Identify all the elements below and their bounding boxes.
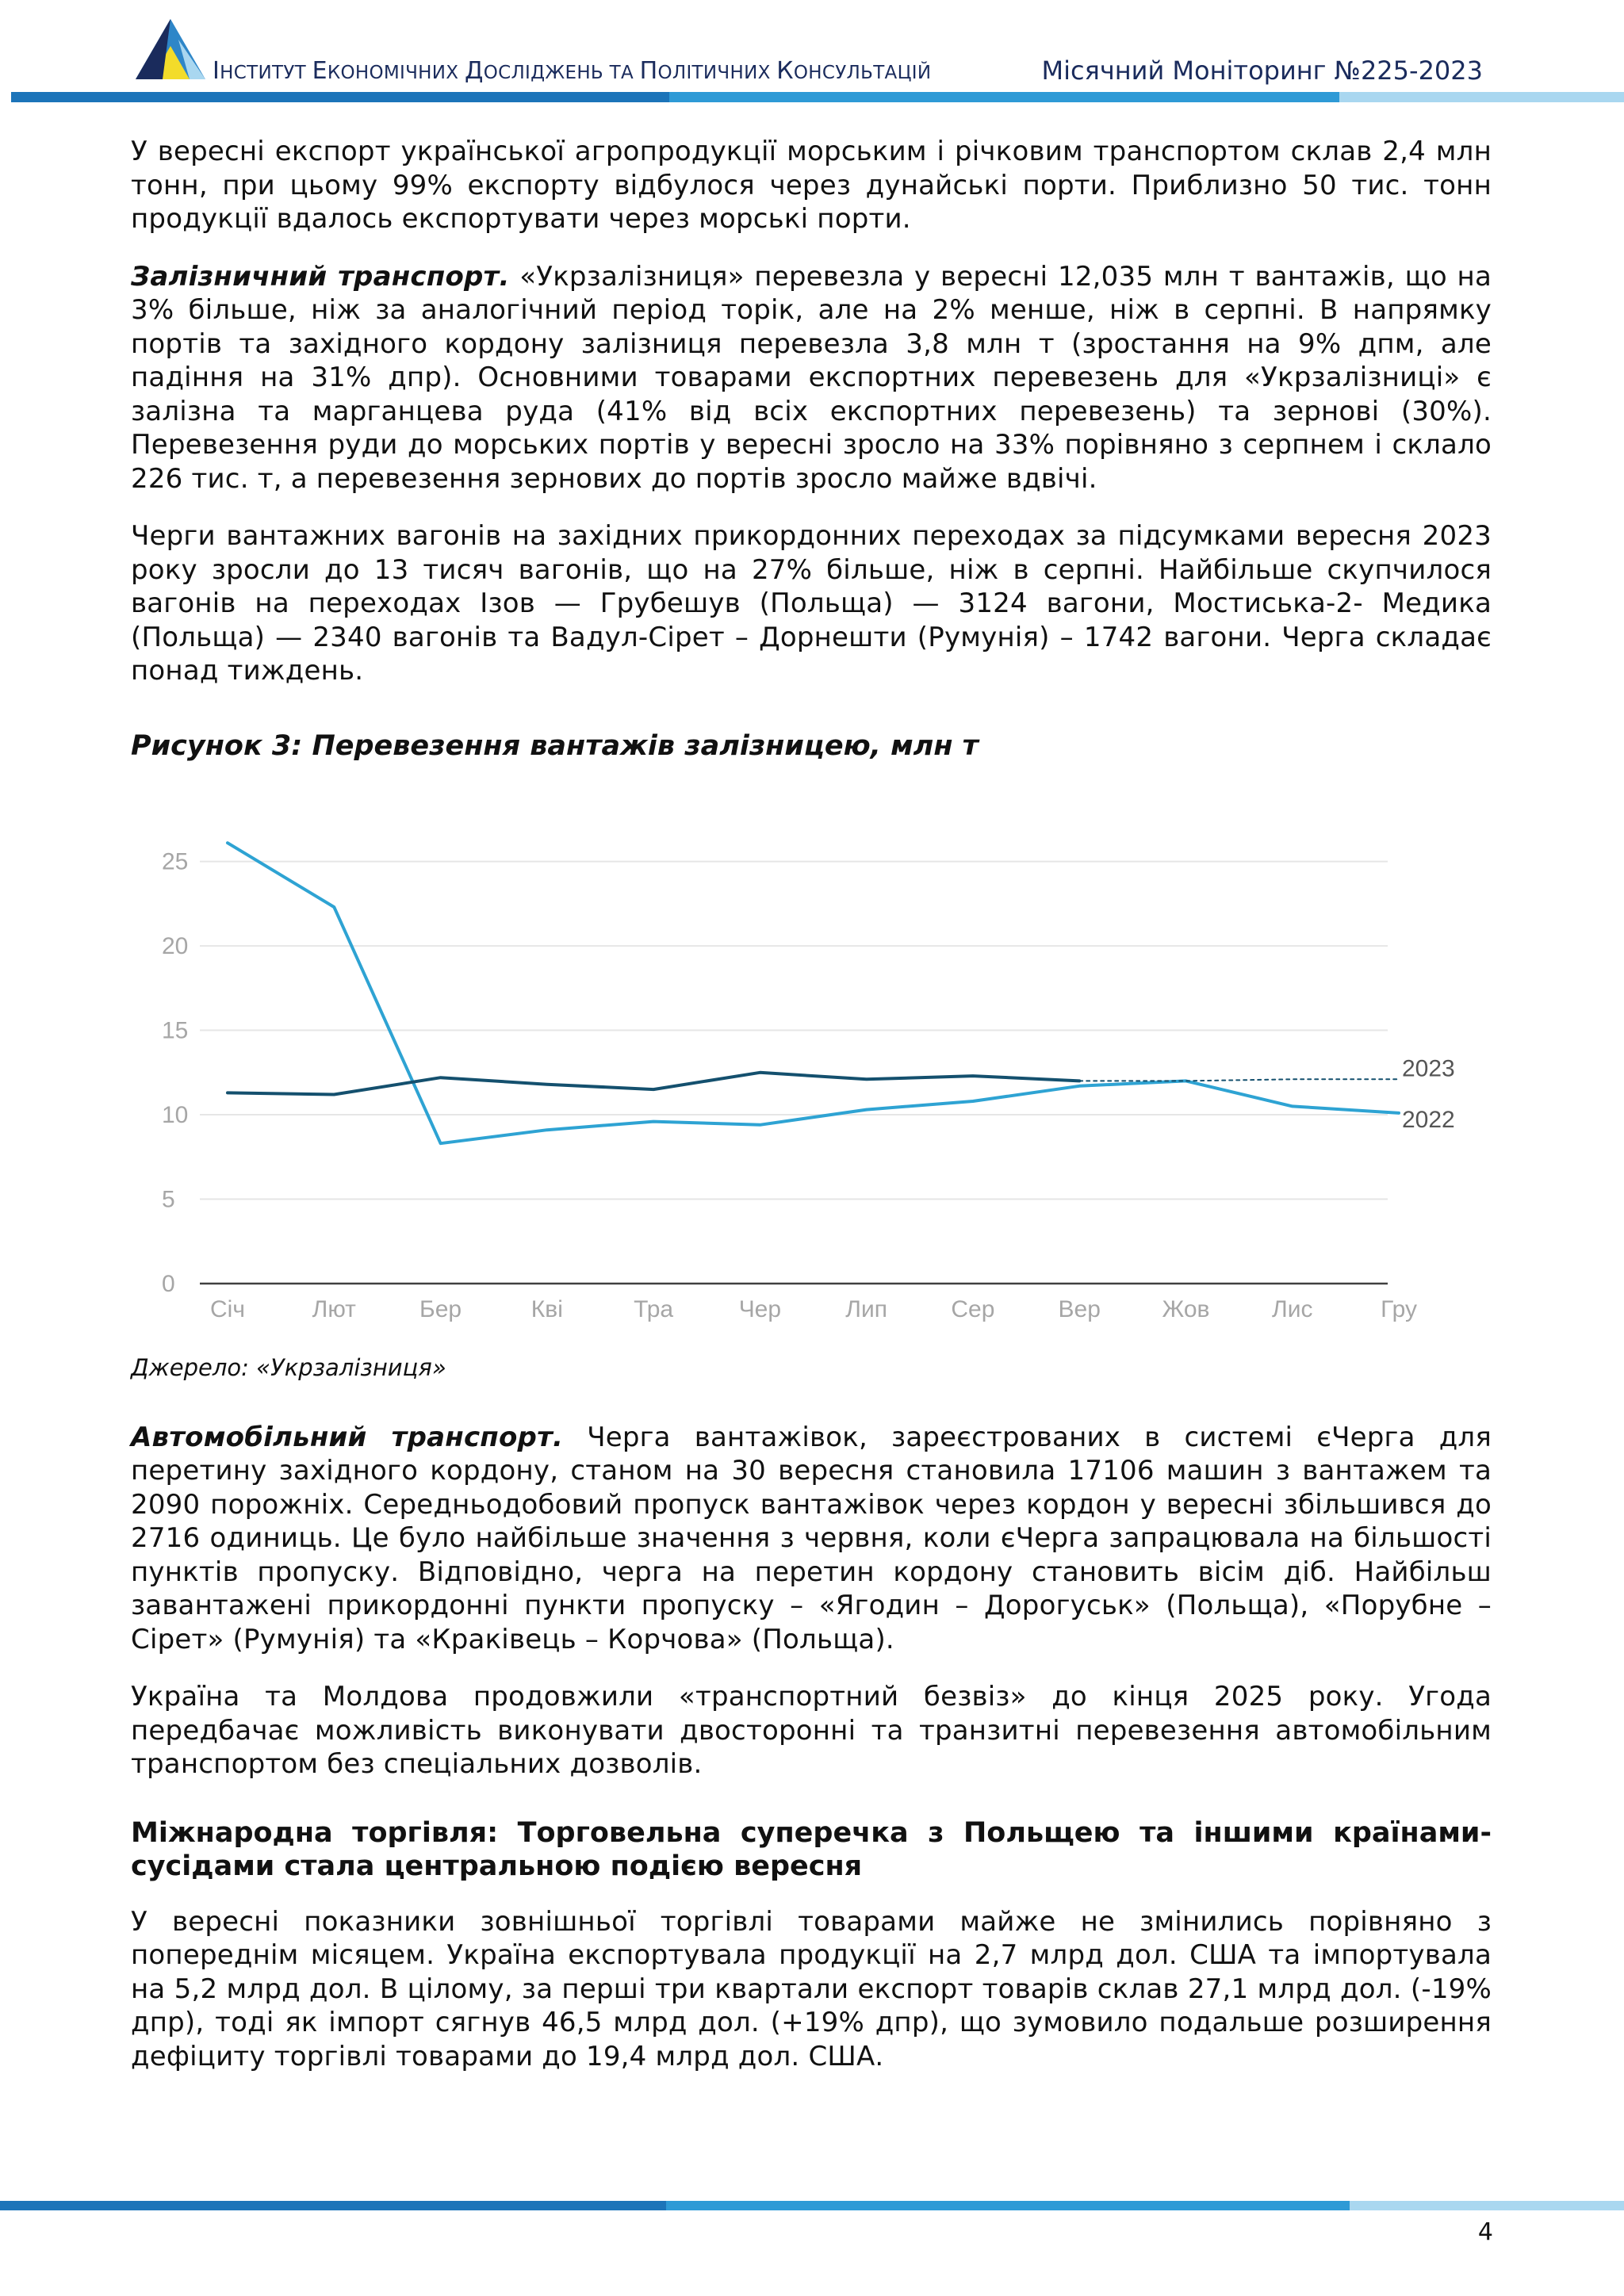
x-tick-label: Гру bbox=[1381, 1295, 1417, 1322]
paragraph-wagon-queues: Черги вантажних вагонів на західних прикордонних переходах за підсумками вересня 2023 року зросли до 13 тисяч вагонів, що на 27% більше, ніж в серпні. Найбільше скупчилося вагонів на переходах Ізов — Грубешув (Польща) — 3124 вагони, Мостиська-2- Медика (Польща) — 2340 вагонів та Вадул-Сірет – Дорнешти (Румунія) – 1742 вагони. Черга складає понад тиждень. bbox=[131, 520, 1492, 687]
header-bar-light bbox=[1339, 92, 1624, 102]
series-line-2023 bbox=[228, 1072, 1079, 1094]
paragraph-railway bbox=[131, 260, 1492, 496]
y-tick-label: 25 bbox=[162, 848, 189, 875]
paragraph-moldova: Україна та Молдова продовжили «транспортний безвіз» до кінця 2025 року. Угода передбачає можливість виконувати двосторонні та транзитні перевезення автомобільним транспортом без спеціальних дозволів. bbox=[131, 1681, 1492, 1780]
series-label-2023: 2023 bbox=[1402, 1054, 1455, 1081]
page-content bbox=[131, 135, 1492, 2097]
section-title-trade: Міжнародна торгівля: Торговельна суперечка з Польщею та іншими країнами-сусідами стала центральною подією вересня bbox=[131, 1816, 1492, 1882]
paragraph-road-transport bbox=[131, 1421, 1492, 1657]
footer-bar-mid bbox=[666, 2201, 1350, 2210]
series-line-2022 bbox=[228, 843, 1399, 1143]
paragraph-trade: У вересні показники зовнішньої торгівлі товарами майже не змінились порівняно з попереднім місяцем. Україна експортувала продукції на 2,7 млрд дол. США та імпортувала на 5,2 млрд дол. В цілому, за перші три квартали експорт товарів склав 27,1 млрд дол. (-19% дпр), тоді як імпорт сягнув 46,5 млрд дол. (+19% дпр), що зумовило подальше розширення дефіциту торгівлі товарами до 19,4 млрд дол. США. bbox=[131, 1905, 1492, 2072]
header-bar-dark bbox=[11, 92, 669, 102]
institute-name: ІНСТИТУТ ЕКОНОМІЧНИХ ДОСЛІДЖЕНЬ ТА ПОЛІТИЧНИХ КОНСУЛЬТАЦІЙ bbox=[213, 57, 932, 85]
footer-bar-dark bbox=[0, 2201, 666, 2210]
y-tick-label: 0 bbox=[162, 1270, 175, 1297]
x-tick-label: Жов bbox=[1162, 1295, 1210, 1322]
road-text: Черга вантажівок, зареєстрованих в системі єЧерга для перетину західного кордону, станом на 30 вересня становила 17106 машин з вантажем та 2090 порожніх. Середньодобовий пропуск вантажівок через кордон у вересні збільшився до 2716 одиниць. Це було найбільше значення з червня, коли єЧерга запрацювала на більшості пунктів пропуску. Відповідно, черга на перетин кордону становить вісім діб. Найбільш завантажені прикордонні пункти пропуску – «Ягодин – Дорогуськ» (Польща), «Порубне – Сірет» (Румунія) та «Краківець – Корчова» (Польща). bbox=[131, 1421, 1492, 1655]
x-tick-label: Лип bbox=[845, 1295, 888, 1322]
railway-chart bbox=[131, 780, 1492, 1335]
institute-logo bbox=[131, 16, 209, 82]
railway-text: «Укрзалізниця» перевезла у вересні 12,035 млн т вантажів, що на 3% більше, ніж за аналогічний період торік, але на 2% менше, ніж в серпні. В напрямку портів та західного кордону залізниця перевезла 3,8 млн т (зростання на 9% дпм, але падіння на 31% дпр). Основними товарами експортних перевезень для «Укрзалізниці» є залізна та марганцева руда (41% від всіх експортних перевезень) та зернові (30%). Перевезення руди до морських портів у вересні зросло на 33% порівняно з серпнем і склало 226 тис. т, а перевезення зернових до портів зросло майже вдвічі. bbox=[131, 260, 1492, 495]
footer-bar-light bbox=[1350, 2201, 1624, 2210]
series-label-2022: 2022 bbox=[1402, 1106, 1455, 1133]
x-tick-label: Кві bbox=[530, 1295, 563, 1322]
road-lead: Автомобільний транспорт. bbox=[131, 1421, 564, 1453]
x-tick-label: Бер bbox=[419, 1295, 462, 1322]
figure-source: Джерело: «Укрзалізниця» bbox=[131, 1353, 446, 1381]
paragraph-sea-export: У вересні експорт української агропродукції морським і річковим транспортом склав 2,4 млн тонн, при цьому 99% експорту відбулося через дунайські порти. Приблизно 50 тис. тонн продукції вдалось експортувати через морські порти. bbox=[131, 136, 1492, 235]
report-title: Місячний Моніторинг №225-2023 bbox=[1041, 55, 1483, 86]
header-bar-mid bbox=[669, 92, 1339, 102]
y-tick-label: 20 bbox=[162, 932, 189, 959]
series-line-2023-trend bbox=[1079, 1079, 1399, 1081]
x-tick-label: Січ bbox=[210, 1295, 245, 1322]
y-tick-label: 10 bbox=[162, 1101, 189, 1128]
y-tick-label: 5 bbox=[162, 1186, 175, 1213]
x-tick-label: Тра bbox=[634, 1295, 674, 1322]
x-tick-label: Лют bbox=[312, 1295, 356, 1322]
x-tick-label: Сер bbox=[951, 1295, 995, 1322]
chart-svg bbox=[131, 780, 1492, 1335]
page-number: 4 bbox=[1477, 2218, 1493, 2246]
x-tick-label: Чер bbox=[738, 1295, 782, 1322]
y-tick-label: 15 bbox=[162, 1017, 189, 1044]
page-header bbox=[0, 0, 1624, 103]
figure-title: Рисунок 3: Перевезення вантажів залізницею, млн т bbox=[131, 729, 979, 762]
x-tick-label: Лис bbox=[1272, 1295, 1313, 1322]
railway-lead: Залізничний транспорт. bbox=[131, 260, 510, 293]
x-tick-label: Вер bbox=[1058, 1295, 1101, 1322]
